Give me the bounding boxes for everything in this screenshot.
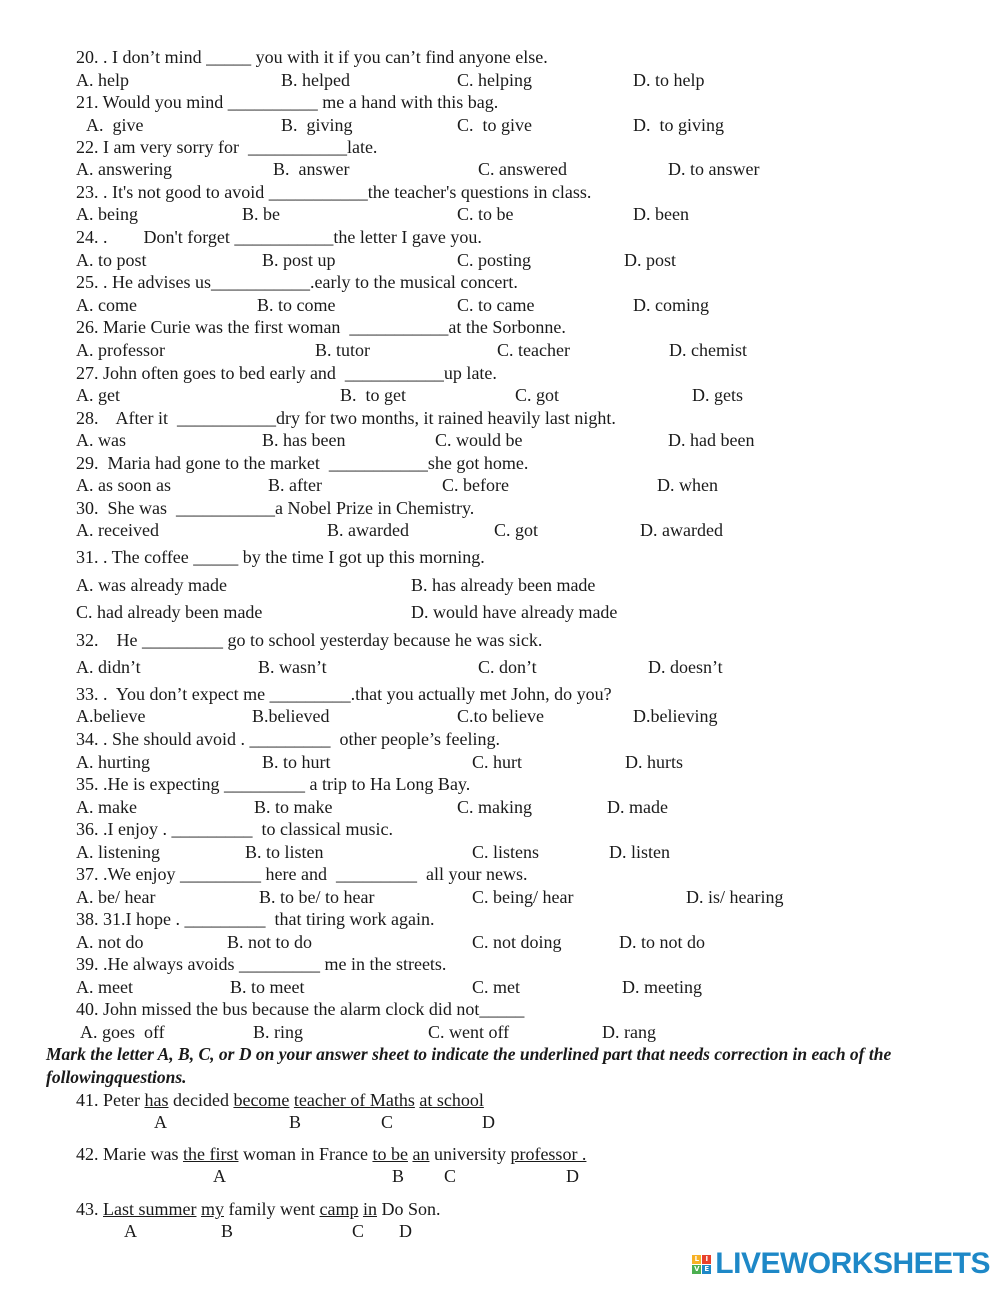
option-c[interactable]: C. met [472, 977, 520, 997]
question-text: 39. .He always avoids _________ me in the streets. [76, 954, 447, 974]
option-b[interactable]: B. to come [257, 295, 336, 315]
option-c[interactable]: C.to believe [457, 706, 544, 726]
option-d[interactable]: D. to giving [633, 115, 725, 135]
question-text: 32. He _________ go to school yesterday because he was sick. [76, 630, 543, 650]
letter-a[interactable]: A [124, 1221, 137, 1241]
option-a[interactable]: A. help [76, 70, 129, 90]
option-c[interactable]: C. to give [457, 115, 532, 135]
option-b[interactable]: B. answer [273, 159, 350, 179]
option-c[interactable]: C. got [515, 385, 560, 405]
question-text: 35. .He is expecting _________ a trip to Ha Long Bay. [76, 774, 471, 794]
option-d[interactable]: D. is/ hearing [686, 887, 784, 907]
question-text: 34. . She should avoid . _________ other people’s feeling. [76, 729, 500, 749]
option-d[interactable]: D.believing [633, 706, 718, 726]
sentence-text: 43. Last summer my family went camp in Do Son. [76, 1199, 441, 1219]
option-d[interactable]: D. had been [668, 430, 755, 450]
option-b[interactable]: B. has already been made [411, 575, 596, 595]
option-a[interactable]: A. to post [76, 250, 147, 270]
option-a[interactable]: A. as soon as [76, 475, 171, 495]
option-a[interactable]: A. not do [76, 932, 144, 952]
option-a[interactable]: A. make [76, 797, 137, 817]
option-d[interactable]: D. awarded [640, 520, 723, 540]
option-a[interactable]: A. goes off [80, 1022, 165, 1042]
option-d[interactable]: D. when [657, 475, 718, 495]
letter-c[interactable]: C [352, 1221, 365, 1241]
option-b[interactable]: B. to be/ to hear [259, 887, 375, 907]
option-d[interactable]: D. hurts [625, 752, 683, 772]
letter-b[interactable]: B [221, 1221, 234, 1241]
option-d[interactable]: D. coming [633, 295, 709, 315]
option-a[interactable]: A.believe [76, 706, 146, 726]
option-a[interactable]: A. get [76, 385, 120, 405]
option-c[interactable]: C. to came [457, 295, 535, 315]
question-text: 22. I am very sorry for ___________late. [76, 137, 378, 157]
underlined-part-a[interactable]: the first [182, 1144, 239, 1164]
option-b[interactable]: B. awarded [327, 520, 409, 540]
option-a[interactable]: A. was [76, 430, 126, 450]
underlined-part-c[interactable]: camp [319, 1199, 359, 1219]
question-text: 27. John often goes to bed early and ___________up late. [76, 363, 497, 383]
sentence-text: 42. Marie was the first woman in France to be an university professor . [76, 1144, 587, 1164]
option-c[interactable]: C. got [494, 520, 539, 540]
option-d[interactable]: D. post [624, 250, 677, 270]
option-d[interactable]: D. gets [692, 385, 743, 405]
option-c[interactable]: C. listens [472, 842, 540, 862]
underlined-part-d[interactable]: at school [419, 1090, 484, 1110]
option-c[interactable]: C. not doing [472, 932, 562, 952]
question-text: 25. . He advises us___________.early to the musical concert. [76, 272, 518, 292]
letter-c[interactable]: C [444, 1166, 457, 1186]
question-text: 38. 31.I hope . _________ that tiring work again. [76, 909, 435, 929]
option-d[interactable]: D. listen [609, 842, 670, 862]
option-a[interactable]: A. didn’t [76, 657, 141, 677]
underlined-part-d[interactable]: professor . [510, 1144, 587, 1164]
underlined-part-d[interactable]: in [362, 1199, 377, 1219]
question-text: 30. She was ___________a Nobel Prize in Chemistry. [76, 498, 475, 518]
option-b[interactable]: B. giving [281, 115, 353, 135]
option-a[interactable]: A. come [76, 295, 137, 315]
letter-b[interactable]: B [392, 1166, 405, 1186]
option-b[interactable]: B. be [242, 204, 280, 224]
option-b[interactable]: B. ring [253, 1022, 304, 1042]
letter-c[interactable]: C [381, 1112, 394, 1132]
option-d[interactable]: D. doesn’t [648, 657, 723, 677]
option-b[interactable]: B. not to do [227, 932, 313, 952]
question-text: 23. . It's not good to avoid ___________the teacher's questions in class. [76, 182, 592, 202]
option-b[interactable]: B. to make [254, 797, 333, 817]
option-c[interactable]: C. helping [457, 70, 532, 90]
question-text: 26. Marie Curie was the first woman ___________at the Sorbonne. [76, 317, 566, 337]
option-c[interactable]: C. being/ hear [472, 887, 574, 907]
underlined-part-b[interactable]: to be [372, 1144, 408, 1164]
letter-d[interactable]: D [482, 1112, 495, 1132]
option-a[interactable]: A. was already made [76, 575, 227, 595]
liveworksheets-logo [692, 1247, 990, 1281]
letter-b[interactable]: B [289, 1112, 302, 1132]
underlined-part-a[interactable]: has [144, 1090, 169, 1110]
question-text: 24. . Don't forget ___________the letter I gave you. [76, 227, 482, 247]
option-d[interactable]: D. made [607, 797, 668, 817]
option-b[interactable]: B. helped [281, 70, 350, 90]
option-d[interactable]: D. would have already made [411, 602, 618, 622]
option-c[interactable]: C. don’t [478, 657, 537, 677]
option-b[interactable]: B. to hurt [262, 752, 331, 772]
option-c[interactable]: C. hurt [472, 752, 523, 772]
brand-icon: L I V E [692, 1255, 711, 1274]
option-c[interactable]: C. making [457, 797, 532, 817]
option-b[interactable]: B. wasn’t [258, 657, 327, 677]
letter-d[interactable]: D [566, 1166, 579, 1186]
option-c[interactable]: C. answered [478, 159, 567, 179]
option-c[interactable]: C. to be [457, 204, 514, 224]
option-c[interactable]: C. posting [457, 250, 532, 270]
letter-a[interactable]: A [213, 1166, 226, 1186]
option-a[interactable]: A. hurting [76, 752, 150, 772]
question-text: 31. . The coffee _____ by the time I got up this morning. [76, 547, 485, 567]
option-d[interactable]: D. meeting [622, 977, 702, 997]
question-text: 29. Maria had gone to the market ___________she got home. [76, 453, 529, 473]
option-c[interactable]: C. went off [428, 1022, 510, 1042]
option-b[interactable]: B. post up [262, 250, 336, 270]
option-d[interactable]: D. chemist [669, 340, 747, 360]
option-b[interactable]: B. to listen [245, 842, 324, 862]
option-c[interactable]: C. had already been made [76, 602, 263, 622]
option-b[interactable]: B. to meet [230, 977, 305, 997]
underlined-part-b[interactable]: become [233, 1090, 290, 1110]
option-a[interactable]: A. answering [76, 159, 172, 179]
option-a[interactable]: A. meet [76, 977, 133, 997]
option-d[interactable]: D. been [633, 204, 689, 224]
question-text: 20. . I don’t mind _____ you with it if you can’t find anyone else. [76, 47, 548, 67]
option-b[interactable]: B. after [268, 475, 322, 495]
option-d[interactable]: D. rang [602, 1022, 656, 1042]
brand-name: LIVEWORKSHEETS [715, 1247, 990, 1280]
sentence-text: 41. Peter has decided become teacher of Maths at school [76, 1090, 484, 1110]
option-c[interactable]: C. teacher [497, 340, 570, 360]
option-b[interactable]: B. has been [262, 430, 346, 450]
underlined-part-c[interactable]: teacher of Maths [293, 1090, 415, 1110]
underlined-part-a[interactable]: Last summer [103, 1199, 197, 1219]
option-a[interactable]: A. received [76, 520, 159, 540]
option-a[interactable]: A. be/ hear [76, 887, 156, 907]
option-b[interactable]: B. to get [340, 385, 406, 405]
option-a[interactable]: A. professor [76, 340, 165, 360]
question-text: 21. Would you mind __________ me a hand with this bag. [76, 92, 499, 112]
question-text: 28. After it ___________dry for two months, it rained heavily last night. [76, 408, 616, 428]
option-d[interactable]: D. to not do [619, 932, 706, 952]
option-c[interactable]: C. before [442, 475, 509, 495]
question-text: 37. .We enjoy _________ here and _________ all your news. [76, 864, 528, 884]
underlined-part-b[interactable]: my [200, 1199, 224, 1219]
question-text: 33. . You don’t expect me _________.that you actually met John, do you? [76, 684, 612, 704]
letter-a[interactable]: A [154, 1112, 167, 1132]
letter-d[interactable]: D [399, 1221, 412, 1241]
question-text: 40. John missed the bus because the alarm clock did not_____ [76, 999, 525, 1019]
section-instruction: Mark the letter A, B, C, or D on your answer sheet to indicate the underlined part that needs correction in each of the followingquestions. [46, 1044, 892, 1087]
question-text: 36. .I enjoy . _________ to classical music. [76, 819, 393, 839]
option-d[interactable]: D. to help [633, 70, 705, 90]
option-b[interactable]: B.believed [252, 706, 330, 726]
option-d[interactable]: D. to answer [668, 159, 760, 179]
option-a[interactable]: A. give [86, 115, 144, 135]
option-b[interactable]: B. tutor [315, 340, 371, 360]
option-a[interactable]: A. listening [76, 842, 160, 862]
underlined-part-c[interactable]: an [412, 1144, 430, 1164]
option-a[interactable]: A. being [76, 204, 138, 224]
option-c[interactable]: C. would be [435, 430, 523, 450]
